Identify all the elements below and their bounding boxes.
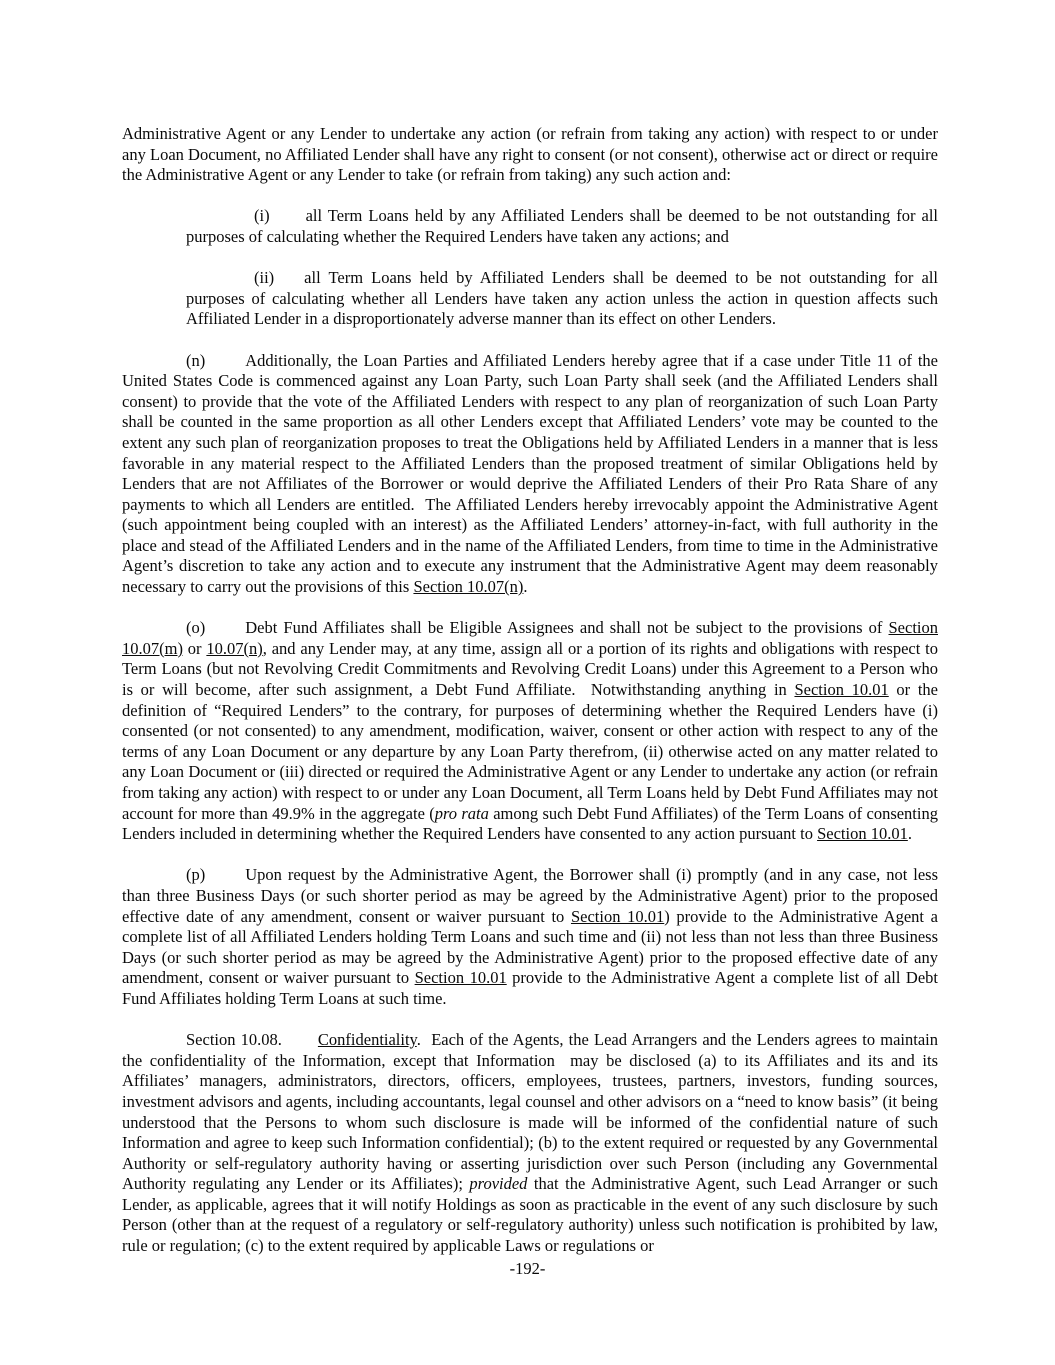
paragraph-o	[122, 618, 938, 845]
clause-marker: (p)	[186, 865, 206, 885]
clause-marker: (i)	[254, 206, 270, 226]
section-reference: Section 10.01	[817, 824, 908, 844]
section-number: Section 10.08.	[186, 1030, 282, 1050]
section-10-08-confidentiality	[122, 1030, 938, 1257]
clause-i	[186, 206, 938, 247]
section-reference: Section 10.07(n)	[413, 577, 524, 597]
text-run: . Each of the Agents, the Lead Arrangers and the Lenders agrees to maintain the confidentiality of the Information, except that Information may be disclosed (a) to its Affiliates and its and its Affiliates’ managers, administrators, directors, officers, employees, trustees, partners, investors, funding sources, investment advisors and agents, including accountants, legal counsel and other advisors on a “need to know basis” (it being understood that the Persons to whom such disclosure is made will be informed of the confidential nature of such Information and agree to keep such Information confidential); (b) to the extent required or requested by any Governmental Authority or self-regulatory authority having or asserting jurisdiction over such Person (including any Governmental Authority regulating any Lender or its Affiliates);	[122, 1030, 938, 1194]
section-reference: Section 10.01	[414, 968, 507, 988]
latin-phrase: pro rata	[434, 803, 489, 823]
text-run: ) provide to the Administrative Agent a complete list of all Affiliated Lenders holding Term Loans and such time and (ii) not less than not less than three Business Days (or such shorter period as may be agreed by the Administrative Agent) prior to the proposed effective date of any amendment, consent or waiver pursuant to	[122, 906, 938, 988]
section-reference: Section 10.07(m)	[122, 618, 938, 658]
clause-marker: (o)	[186, 618, 206, 638]
paragraph-continuation	[122, 124, 938, 186]
text-run: Upon request by the Administrative Agent, the Borrower shall (i) promptly (and in any case, not less than three Business Days (or such shorter period as may be agreed by the Administrative Agent) prior to the proposed effective date of any amendment, consent or waiver pursuant to	[122, 865, 938, 926]
section-reference: 10.07(n)	[206, 638, 263, 658]
section-title: Confidentiality	[317, 1030, 417, 1050]
paragraph-n	[122, 351, 938, 598]
text-run: or	[182, 638, 207, 658]
text-run: Additionally, the Loan Parties and Affiliated Lenders hereby agree that if a case under Title 11 of the United States Code is commenced against any Loan Party, such Loan Party shall seek (and the Affiliated Lenders shall consent) to provide that the vote of the Affiliated Lenders with respect to any plan of reorganization of such Loan Party shall be counted in the same proportion as all other Lenders except that Affiliated Lenders’ vote may be counted to the extent any such plan of reorganization proposes to treat the Obligations held by Affiliated Lenders in a manner that is less favorable in any material respect to the Affiliated Lenders than the proposed treatment of similar Obligations held by Lenders that are not Affiliates of the Borrower or would deprive the Affiliated Lenders of their Pro Rata Share of any payments to which all Lenders are entitled. The Affiliated Lenders hereby irrevocably appoint the Administrative Agent (such appointment being coupled with an interest) as the Affiliated Lenders’ attorney-in-fact, with full authority in the place and stead of the Affiliated Lenders and in the name of the Affiliated Lenders, from time to time in the Administrative Agent’s discretion to take any action and to execute any instrument that the Administrative Agent may deem reasonably necessary to carry out the provisions of this	[122, 350, 938, 597]
text-run: among such Debt Fund Affiliates) of the Term Loans of consenting Lenders included in determining whether the Required Lenders have consented to any action pursuant to	[122, 803, 938, 844]
page-number: -192-	[509, 1259, 546, 1278]
text-run: Debt Fund Affiliates shall be Eligible Assignees and shall not be subject to the provisions of	[245, 618, 889, 638]
text-run: .	[523, 577, 528, 597]
text-run: that the Administrative Agent, such Lead Arranger or such Lender, as applicable, agrees that it will notify Holdings as soon as practicable in the event of any such disclosure by such Person (other than at the request of a regulatory or self-regulatory authority) unless such notification is prohibited by law, rule or regulation; (c) to the extent required by applicable Laws or regulations or	[122, 1174, 938, 1256]
proviso-term: provided	[469, 1174, 528, 1194]
paragraph-p	[122, 865, 938, 1009]
clause-marker: (n)	[186, 350, 206, 370]
clause-ii	[186, 268, 938, 330]
clause-marker: (ii)	[254, 268, 275, 288]
text-run: .	[907, 824, 912, 844]
document-body	[122, 124, 938, 1257]
text-run: all Term Loans held by any Affiliated Lenders shall be deemed to be not outstanding for all purposes of calculating whether the Required Lenders have taken any actions; and	[186, 206, 938, 246]
text-run: provide to the Administrative Agent a complete list of all Debt Fund Affiliates holding Term Loans at such time.	[122, 968, 939, 1008]
section-reference: Section 10.01	[794, 680, 889, 700]
text-run: or the definition of “Required Lenders” to the contrary, for purposes of determining whether the Required Lenders have (i) consented (or not consented) to any amendment, modification, waiver, consent or other action with respect to any of the terms of any Loan Document or any departure by any Loan Party therefrom, (ii) otherwise acted on any matter related to any Loan Document or (iii) directed or required the Administrative Agent or any Lender to undertake any action (or refrain from taking any action) with respect to or under any Loan Document, all Term Loans held by Debt Fund Affiliates may not account for more than 49.9% in the aggregate (	[122, 680, 938, 823]
text-run: Administrative Agent or any Lender to undertake any action (or refrain from taking any action) with respect to or under any Loan Document, no Affiliated Lender shall have any right to consent (or not consent), otherwise act or direct or require the Administrative Agent or any Lender to take (or refrain from taking) any such action and:	[122, 124, 938, 185]
text-run: , and any Lender may, at any time, assign all or a portion of its rights and obligations with respect to Term Loans (but not Revolving Credit Commitments and Revolving Credit Loans) under this Agreement to a Person who is or will become, after such assignment, a Debt Fund Affiliate. Notwithstanding anything in	[122, 638, 938, 700]
section-reference: Section 10.01	[570, 906, 665, 926]
text-run: all Term Loans held by Affiliated Lenders shall be deemed to be not outstanding for all purposes of calculating whether all Lenders have taken any action unless the action in question affects such Affiliated Lender in a disproportionately adverse manner than its effect on other Lenders.	[186, 268, 938, 329]
